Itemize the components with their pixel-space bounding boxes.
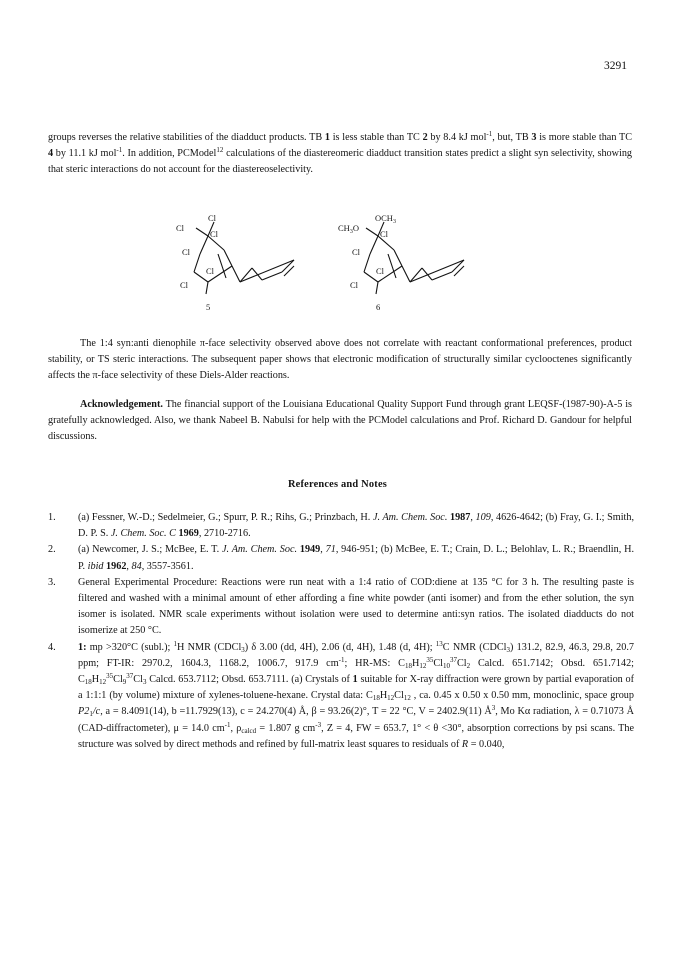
reference-item: 2. (a) Newcomer, J. S.; McBee, E. T. J. Am. Chem. Soc. 1949, 71, 946-951; (b) McBee, E. T.; Crain, D. L.; Belohlav, L. R.; Braendlin, H. P. ibid 1962, 84, 3557-3561.: [48, 544, 634, 572]
compound-5-label: 5: [206, 302, 211, 312]
compound-6-label: 6: [376, 302, 381, 312]
cl-label: Cl: [208, 213, 217, 223]
cl-label: Cl: [376, 266, 385, 276]
cl-label: Cl: [350, 280, 359, 290]
cl-label: Cl: [206, 266, 215, 276]
cl-label: Cl: [182, 247, 191, 257]
acknowledgement: Acknowledgement. The financial support of the Louisiana Educational Quality Support Fund through grant LEQSF-(1987-90)-A-5 is gratefully acknowledged. Also, we thank Nabeel B. Nabulsi for help with the PCModel calculations and Prof. Richard D. Gandour for helpful discussions.: [48, 399, 632, 443]
paragraph-diastereoselectivity: groups reverses the relative stabilities of the diadduct products. TB 1 is less stable than TC 2 by 8.4 kJ mol$^{-1}$, but, TB 3 is more stable than TC 4 by 11.1 kJ mol$^{-1}$. In addition, PCModel$^{12}$ calculations of the diastereomeric diadduct transition states predict a slight syn selectivity, showing that steric interactions do not account for the diastereoselectivity.: [48, 130, 633, 176]
cl-label: Cl: [176, 223, 185, 233]
references-heading: References and Notes: [287, 479, 388, 490]
cl-label: Cl: [352, 247, 361, 257]
och3-label: $OCH_3$: [375, 213, 396, 225]
reference-item: 4. 1: mp >320°C (subl.); $^1$H NMR (CDCl$_3$) δ 3.00 (dd, 4H), 2.06 (d, 4H), 1.48 (d, 4H); $^{13}$C NMR (CDCl$_3$) 131.2, 82.9, 46.3, 29.8, 20.7 ppm; FT-IR: 2970.2, 1604.3, 1168.2, 1006.7, 917.9 $cm^{-1}$; HR-MS: $C_{18}H_{12}^{35}Cl_{10}^{37}Cl_2$ Calcd. 651.7142; Obsd. 651.7142; $C_{18}H_{12}^{35}Cl_9^{37}Cl_3$ Calcd. 653.7112; Obsd. 653.7111. (a) Crystals of 1 suitable for X-ray diffraction were grown by partial evaporation of a 1:1:1 (by volume) mixture of xylenes-toluene-hexane. Crystal data: $C_{18}H_{12}Cl_{12}$ , ca. 0.45 x 0.50 x 0.50 mm, monoclinic, space group $P2_1/c$, a = 8.4091(14), b =11.7929(13), c = 24.270(4) Å, β = 93.26(2)°, T = 22 °C, V = 2402.9(11) $Å^3$, Mo Kα radiation, λ = 0.71073 Å (CAD-diffractometer), μ = 14.0 $cm^{-1}$, $\rho_{calcd} = 1.807$ g $cm^{-3}$, Z = 4, FW = 653.7, 1° < θ <30°, absorption corrections by psi scans. The structure was solved by direct methods and refined by full-matrix least squares to residuals of R = 0.040,: [48, 639, 635, 750]
paragraph-selectivity: The 1:4 syn:anti dienophile π-face selectivity observed above does not correlate with reactant conformational preferences, product stability, or TS steric interactions. The subsequent paper shows that electronic modification of structurally similar cyclooctenes significantly affects the π-face selectivity of these Diels-Alder reactions.: [48, 338, 632, 382]
cl-label: Cl: [180, 280, 189, 290]
acknowledgement-heading: Acknowledgement.: [80, 399, 163, 410]
ch3o-label: $CH_3O$: [338, 223, 359, 235]
page-number: 3291: [604, 60, 627, 72]
reference-item: 1. (a) Fessner, W.-D.; Sedelmeier, G.; Spurr, P. R.; Rihs, G.; Prinzbach, H. J. Am. Chem. Soc. 1987, 109, 4626-4642; (b) Fray, G. I.; Smith, D. P. S. J. Chem. Soc. C 1969, 2710-2716.: [48, 512, 635, 540]
references-list: [48, 510, 634, 753]
structures-svg: [170, 210, 500, 320]
cl-label: Cl: [210, 229, 219, 239]
structure-5-drawing: [194, 222, 294, 294]
structure-6-drawing: [364, 222, 464, 294]
chemical-structures: [170, 210, 500, 320]
cl-label: Cl: [380, 229, 389, 239]
reference-item: 3. General Experimental Procedure: Reactions were run neat with a 1:4 ratio of COD:diene at 135 °C for 3 h. The resulting paste is filtered and washed with a minimal amount of ether affording a fine white powder (anti isomer) and from the ether solution, the syn isomer is isolated. NMR scale experiments without isolation were used to determine anti:syn ratios. The isolated diadducts do not isomerize at 250 °C.: [48, 576, 634, 637]
